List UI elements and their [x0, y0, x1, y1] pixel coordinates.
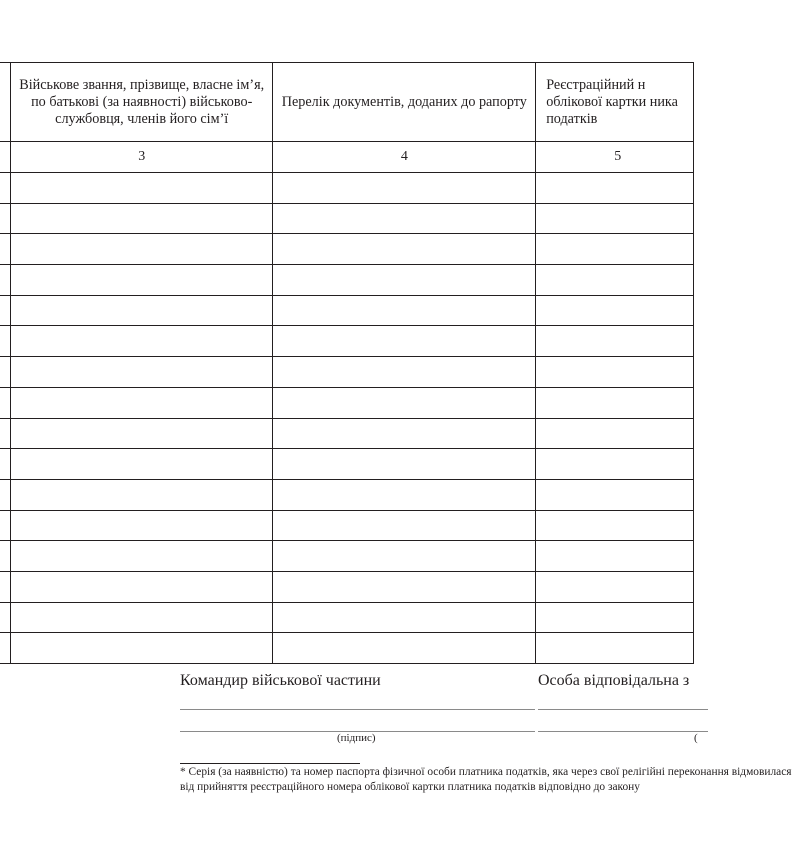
table-cell[interactable]: [10, 203, 272, 234]
table-cell[interactable]: [0, 418, 10, 449]
table-cell[interactable]: [10, 326, 272, 357]
responsible-signature-line: [538, 731, 708, 732]
header-cell-2: [0, 63, 10, 142]
column-number-5: 5: [536, 142, 694, 173]
table-cell[interactable]: [536, 571, 694, 602]
header-cell-5: Реєстраційний н облікової картки ника податків: [536, 63, 694, 142]
table-cell[interactable]: [273, 571, 536, 602]
table-cell[interactable]: [273, 418, 536, 449]
table-cell[interactable]: [10, 234, 272, 265]
table-cell[interactable]: [273, 449, 536, 480]
table-cell[interactable]: [536, 602, 694, 633]
table-cell[interactable]: [536, 633, 694, 664]
header-cell-4: Перелік документів, доданих до рапорту: [273, 63, 536, 142]
table-row: [0, 234, 694, 265]
table-cell[interactable]: [10, 571, 272, 602]
table-cell[interactable]: [10, 265, 272, 296]
commander-name-line: [180, 709, 535, 710]
table-cell[interactable]: [536, 510, 694, 541]
column-number-4: 4: [273, 142, 536, 173]
table-row: [0, 418, 694, 449]
table-row: [0, 479, 694, 510]
table-cell[interactable]: [273, 633, 536, 664]
table-cell[interactable]: [0, 633, 10, 664]
table-cell[interactable]: [273, 265, 536, 296]
table-row: [0, 602, 694, 633]
table-cell[interactable]: [273, 326, 536, 357]
table-cell[interactable]: [0, 449, 10, 480]
table-cell[interactable]: [536, 357, 694, 388]
table-cell[interactable]: [0, 234, 10, 265]
table-cell[interactable]: [0, 602, 10, 633]
table-cell[interactable]: [10, 633, 272, 664]
responsible-signature-caption: (: [694, 732, 698, 744]
table-row: [0, 510, 694, 541]
table-row: [0, 571, 694, 602]
table-cell[interactable]: [0, 265, 10, 296]
footnote-line-1: * Серія (за наявністю) та номер паспорта фізичної особи платника податків, яка через свої релігійні переконання відмовилася: [180, 766, 792, 778]
table-cell[interactable]: [0, 541, 10, 572]
table-cell[interactable]: [273, 203, 536, 234]
table-cell[interactable]: [273, 295, 536, 326]
table-cell[interactable]: [273, 541, 536, 572]
table-cell[interactable]: [536, 326, 694, 357]
table-body: [0, 173, 694, 664]
table-cell[interactable]: [536, 449, 694, 480]
footnote-line-2: від прийняття реєстраційного номера облікової картки платника податків відповідно до закону: [180, 781, 640, 793]
table-cell[interactable]: [536, 203, 694, 234]
table-cell[interactable]: [10, 602, 272, 633]
table-cell[interactable]: [273, 479, 536, 510]
table-cell[interactable]: [273, 602, 536, 633]
table-cell[interactable]: [536, 541, 694, 572]
table-row: [0, 449, 694, 480]
table-row: [0, 173, 694, 204]
table-cell[interactable]: [536, 265, 694, 296]
table-cell[interactable]: [273, 387, 536, 418]
table-row: [0, 387, 694, 418]
table-cell[interactable]: [0, 203, 10, 234]
table-row: [0, 633, 694, 664]
table-cell[interactable]: [10, 387, 272, 418]
table-cell[interactable]: [536, 418, 694, 449]
table-cell[interactable]: [10, 295, 272, 326]
table-cell[interactable]: [10, 418, 272, 449]
header-cell-3: Військове звання, прізвище, власне ім’я, по батькові (за наявності) військово-службовця, членів його сім’ї: [10, 63, 272, 142]
table-cell[interactable]: [273, 357, 536, 388]
table-row: [0, 357, 694, 388]
column-number-3: 3: [10, 142, 272, 173]
table-cell[interactable]: [536, 479, 694, 510]
table-cell[interactable]: [0, 571, 10, 602]
column-number-row: [0, 142, 694, 173]
table-cell[interactable]: [0, 357, 10, 388]
table-row: [0, 326, 694, 357]
column-number-2: [0, 142, 10, 173]
table-row: [0, 265, 694, 296]
commander-signature-caption: (підпис): [337, 732, 376, 744]
responsible-name-line: [538, 709, 708, 710]
table-cell[interactable]: [536, 173, 694, 204]
table-cell[interactable]: [10, 541, 272, 572]
table-cell[interactable]: [0, 510, 10, 541]
table-cell[interactable]: [10, 510, 272, 541]
table-cell[interactable]: [536, 387, 694, 418]
commander-title: Командир військової частини: [180, 672, 381, 689]
footnote-separator: [180, 763, 360, 764]
table-cell[interactable]: [536, 295, 694, 326]
table-cell[interactable]: [0, 479, 10, 510]
table-cell[interactable]: [10, 449, 272, 480]
table-cell[interactable]: [0, 173, 10, 204]
table-cell[interactable]: [10, 479, 272, 510]
table-cell[interactable]: [536, 234, 694, 265]
table-row: [0, 203, 694, 234]
header-row: [0, 63, 694, 142]
table-cell[interactable]: [273, 510, 536, 541]
table-cell[interactable]: [0, 295, 10, 326]
table-cell[interactable]: [273, 234, 536, 265]
responsible-person-title: Особа відповідальна з: [538, 672, 690, 689]
table-cell[interactable]: [10, 357, 272, 388]
table-row: [0, 541, 694, 572]
table-cell[interactable]: [273, 173, 536, 204]
data-table: [0, 62, 694, 664]
table-cell[interactable]: [0, 326, 10, 357]
table-row: [0, 295, 694, 326]
table-cell[interactable]: [0, 387, 10, 418]
table-cell[interactable]: [10, 173, 272, 204]
